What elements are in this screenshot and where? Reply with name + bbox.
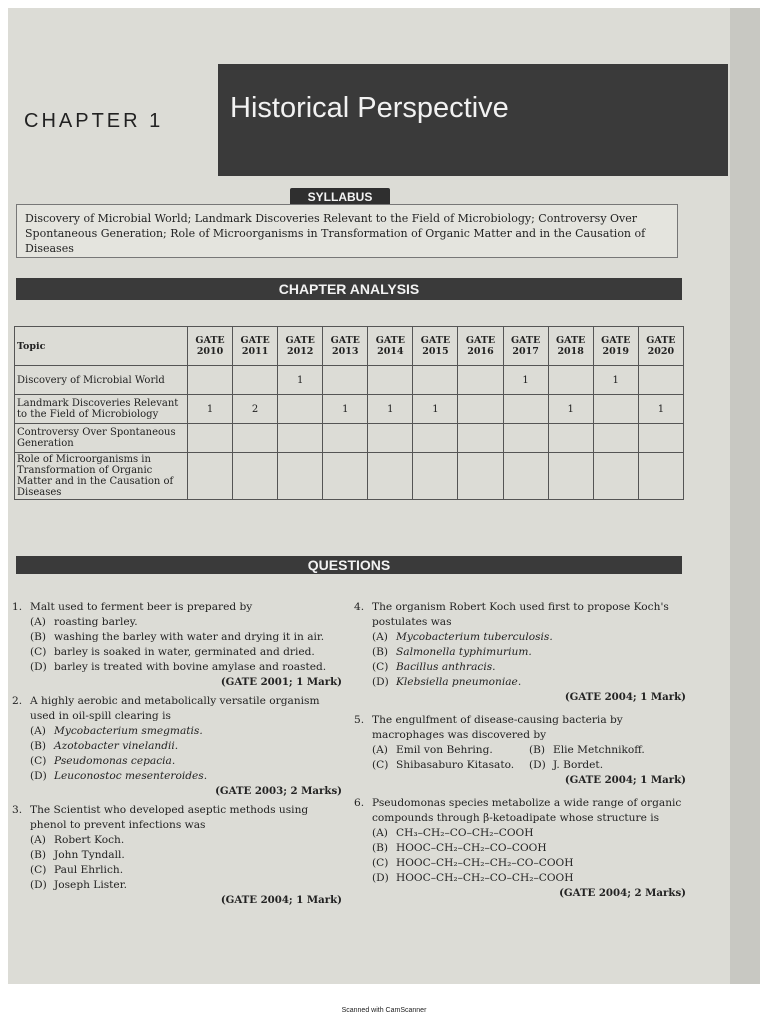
option: [372, 871, 686, 886]
table-cell: [548, 424, 593, 453]
column-header: GATE 2011: [233, 327, 278, 366]
column-header: GATE 2015: [413, 327, 458, 366]
option: [30, 769, 342, 784]
questions-heading: QUESTIONS: [16, 556, 682, 574]
option-letter: (C): [30, 646, 47, 658]
option-letter: (B): [372, 842, 389, 854]
table-cell: [413, 424, 458, 453]
question-reference: (GATE 2003; 2 Marks): [215, 785, 342, 797]
option-letter: (D): [372, 676, 389, 688]
table-cell: [323, 366, 368, 395]
table-row: [15, 366, 684, 395]
option: [30, 739, 342, 754]
table-row: [15, 424, 684, 453]
column-header: GATE 2017: [503, 327, 548, 366]
option-text: Mycobacterium tuberculosis.: [396, 631, 553, 643]
table-cell: [593, 453, 638, 500]
question-reference: (GATE 2004; 1 Mark): [220, 894, 342, 906]
option: [30, 878, 342, 893]
table-cell: [368, 424, 413, 453]
question-stem: Pseudomonas species metabolize a wide range of organic compounds through β-ketoadipate whose structure is: [372, 797, 682, 824]
option-letter: (D): [30, 879, 47, 891]
option: [30, 863, 342, 878]
table-cell: [233, 366, 278, 395]
table-cell: 1: [278, 366, 323, 395]
option-text: CH₃–CH₂–CO–CH₂–COOH: [396, 827, 534, 839]
option-letter: (C): [372, 759, 389, 771]
topic-header: Topic: [15, 327, 188, 366]
question-number: 3.: [12, 804, 23, 816]
column-header: GATE 2014: [368, 327, 413, 366]
table-cell: [233, 453, 278, 500]
option-letter: (A): [30, 616, 46, 628]
option-text: Elie Metchnikoff.: [553, 744, 645, 756]
table-cell: [548, 366, 593, 395]
question-stem: The Scientist who developed aseptic methods using phenol to prevent infections was: [30, 804, 309, 831]
question-2: [12, 694, 342, 799]
option: [372, 660, 686, 675]
book-page: [8, 8, 760, 984]
table-cell: 2: [233, 395, 278, 424]
option: [372, 856, 686, 871]
table-cell: [458, 395, 503, 424]
option-letter: (C): [30, 864, 47, 876]
question-number: 4.: [354, 601, 365, 613]
option-text: John Tyndall.: [54, 849, 125, 861]
option: [372, 675, 686, 690]
option-text: Salmonella typhimurium.: [396, 646, 532, 658]
table-cell: [188, 424, 233, 453]
option: [372, 645, 686, 660]
table-cell: [323, 424, 368, 453]
option-text: J. Bordet.: [553, 759, 604, 771]
table-cell: [503, 424, 548, 453]
column-header: GATE 2020: [638, 327, 683, 366]
option-text: Leuconostoc mesenteroides.: [54, 770, 208, 782]
table-cell: [368, 453, 413, 500]
table-cell: 1: [593, 366, 638, 395]
option: [30, 754, 342, 769]
option-letter: (A): [372, 744, 388, 756]
question-1: [12, 600, 342, 690]
table-cell: 1: [188, 395, 233, 424]
table-cell: [458, 453, 503, 500]
table-cell: 1: [323, 395, 368, 424]
table-cell: [413, 366, 458, 395]
chapter-analysis-table: [14, 326, 684, 500]
option: [30, 724, 342, 739]
table-cell: [188, 366, 233, 395]
table-cell: [278, 453, 323, 500]
table-cell: 1: [368, 395, 413, 424]
option-letter: (B): [372, 646, 389, 658]
option-row: [372, 743, 686, 758]
question-reference: (GATE 2004; 1 Mark): [564, 774, 686, 786]
table-cell: [503, 395, 548, 424]
option-letter: (C): [30, 755, 47, 767]
table-cell: [638, 424, 683, 453]
table-cell: [368, 366, 413, 395]
table-cell: [458, 366, 503, 395]
option: [372, 841, 686, 856]
table-cell: [458, 424, 503, 453]
question-reference: (GATE 2001; 1 Mark): [220, 676, 342, 688]
table-cell: [638, 453, 683, 500]
option: [372, 826, 686, 841]
question-3: [12, 803, 342, 908]
option-letter: (D): [30, 770, 47, 782]
scan-watermark: Scanned with CamScanner: [341, 1007, 427, 1014]
table-cell: [638, 366, 683, 395]
syllabus-text: Discovery of Microbial World; Landmark Discoveries Relevant to the Field of Microbiology; Controversy Over Spontaneous Generation; Role of Microorganisms in Transformation of Organic Matter and in the Causation of Diseases: [16, 204, 678, 258]
option-text: Pseudomonas cepacia.: [54, 755, 176, 767]
chapter-label: CHAPTER 1: [24, 110, 164, 132]
table-cell: [413, 453, 458, 500]
topic-cell: Landmark Discoveries Relevant to the Field of Microbiology: [15, 395, 188, 424]
option-letter: (A): [372, 631, 388, 643]
table-cell: [593, 424, 638, 453]
page-edge: [730, 8, 760, 984]
option-letter: (A): [30, 834, 46, 846]
option-text: Joseph Lister.: [54, 879, 127, 891]
option-letter: (A): [372, 827, 388, 839]
syllabus-heading: SYLLABUS: [290, 188, 390, 206]
option-text: Bacillus anthracis.: [396, 661, 496, 673]
option: [30, 833, 342, 848]
option-letter: (C): [372, 661, 389, 673]
option: [30, 615, 342, 630]
option: [30, 645, 342, 660]
option-text: Mycobacterium smegmatis.: [54, 725, 203, 737]
option-text: barley is treated with bovine amylase and roasted.: [54, 661, 327, 673]
column-header: GATE 2018: [548, 327, 593, 366]
option: [30, 848, 342, 863]
option-text: washing the barley with water and drying it in air.: [54, 631, 325, 643]
table-cell: 1: [413, 395, 458, 424]
question-6: [354, 796, 686, 901]
column-header: GATE 2019: [593, 327, 638, 366]
topic-cell: Role of Microorganisms in Transformation of Organic Matter and in the Causation of Diseases: [15, 453, 188, 500]
question-reference: (GATE 2004; 1 Mark): [564, 691, 686, 703]
option: [30, 660, 342, 675]
option-letter: (D): [529, 759, 546, 771]
question-stem: A highly aerobic and metabolically versatile organism used in oil-spill clearing is: [30, 695, 320, 722]
option-text: HOOC–CH₂–CH₂–CH₂–CO–COOH: [396, 857, 574, 869]
table-cell: [188, 453, 233, 500]
option-text: Robert Koch.: [54, 834, 125, 846]
question-reference: (GATE 2004; 2 Marks): [559, 887, 686, 899]
table-cell: 1: [503, 366, 548, 395]
question-4: [354, 600, 686, 705]
question-number: 6.: [354, 797, 365, 809]
option-letter: (B): [30, 849, 47, 861]
questions-right-column: [354, 600, 686, 905]
table-cell: [593, 395, 638, 424]
option-text: HOOC–CH₂–CH₂–CO–COOH: [396, 842, 547, 854]
option-text: barley is soaked in water, germinated and dried.: [54, 646, 315, 658]
option-row: [372, 758, 686, 773]
table-cell: 1: [548, 395, 593, 424]
table-cell: [278, 395, 323, 424]
question-stem: The organism Robert Koch used first to propose Koch's postulates was: [372, 601, 669, 628]
table-cell: [323, 453, 368, 500]
table-cell: [503, 453, 548, 500]
question-stem: The engulfment of disease-causing bacteria by macrophages was discovered by: [372, 714, 623, 741]
question-number: 5.: [354, 714, 365, 726]
chapter-title: Historical Perspective: [230, 92, 509, 124]
option: [30, 630, 342, 645]
question-stem: Malt used to ferment beer is prepared by: [30, 601, 253, 613]
option-text: Emil von Behring.: [396, 744, 493, 756]
question-number: 1.: [12, 601, 23, 613]
table-header-row: [15, 327, 684, 366]
option-text: Shibasaburo Kitasato.: [396, 759, 515, 771]
option-text: Paul Ehrlich.: [54, 864, 124, 876]
questions-left-column: [12, 600, 342, 912]
chapter-analysis-heading: CHAPTER ANALYSIS: [16, 278, 682, 300]
option-letter: (C): [372, 857, 389, 869]
question-5: [354, 713, 686, 788]
column-header: GATE 2016: [458, 327, 503, 366]
option-letter: (B): [30, 631, 47, 643]
topic-cell: Controversy Over Spontaneous Generation: [15, 424, 188, 453]
column-header: GATE 2010: [188, 327, 233, 366]
question-number: 2.: [12, 695, 23, 707]
table-cell: [278, 424, 323, 453]
option-text: Klebsiella pneumoniae.: [396, 676, 522, 688]
table-cell: [548, 453, 593, 500]
topic-cell: Discovery of Microbial World: [15, 366, 188, 395]
option-letter: (B): [529, 744, 546, 756]
option: [372, 630, 686, 645]
option-text: HOOC–CH₂–CH₂–CO–CH₂–COOH: [396, 872, 574, 884]
option-letter: (D): [372, 872, 389, 884]
option-text: Azotobacter vinelandii.: [54, 740, 179, 752]
option-letter: (B): [30, 740, 47, 752]
table-row: [15, 453, 684, 500]
table-cell: [233, 424, 278, 453]
table-cell: 1: [638, 395, 683, 424]
option-letter: (A): [30, 725, 46, 737]
table-row: [15, 395, 684, 424]
column-header: GATE 2012: [278, 327, 323, 366]
option-text: roasting barley.: [54, 616, 138, 628]
column-header: GATE 2013: [323, 327, 368, 366]
option-letter: (D): [30, 661, 47, 673]
